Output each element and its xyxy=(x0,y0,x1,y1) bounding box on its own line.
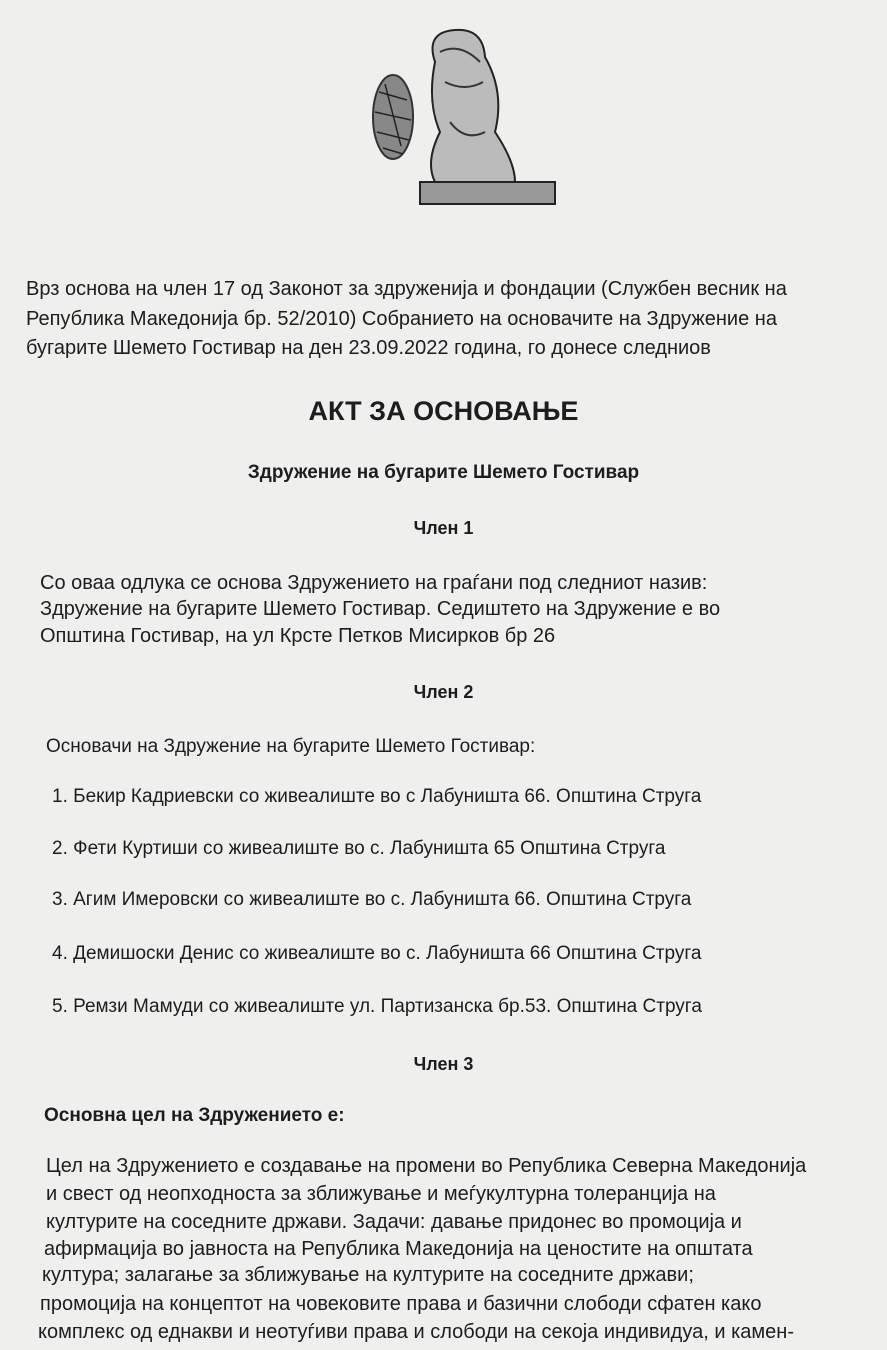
article-3-line: Цел на Здружението е создавање на промени во Република Северна Македонија xyxy=(46,1155,807,1177)
article-3-subheading: Основна цел на Здружението е: xyxy=(44,1105,345,1126)
article-2-heading: Член 2 xyxy=(413,682,474,702)
article-3-heading: Член 3 xyxy=(413,1054,474,1074)
article-1-heading: Член 1 xyxy=(413,518,474,538)
article-2-intro: Основачи на Здружение на бугарите Шемето Гостивар: xyxy=(46,736,536,757)
article-3-line: културите на соседните држави. Задачи: давање придонес во промоција и xyxy=(46,1211,742,1233)
intro-line: бугарите Шемето Гостивар на ден 23.09.2022 година, го донесе следниов xyxy=(26,337,711,359)
founder-item: 2. Фети Куртиши со живеалиште во с. Лабуништа 65 Општина Струга xyxy=(52,838,666,859)
founder-item: 3. Агим Имеровски со живеалиште во с. Лабуништа 66. Општина Струга xyxy=(52,889,692,910)
document-title: АКТ ЗА ОСНОВАЊЕ xyxy=(308,396,579,426)
intro-line: Врз основа на член 17 од Законот за здруженија и фондации (Службен весник на xyxy=(26,278,787,300)
lion-pinecone-emblem xyxy=(365,22,565,212)
founder-item: 4. Демишоски Денис со живеалиште во с. Лабуништа 66 Општина Струга xyxy=(52,943,702,964)
article-1-line: Општина Гостивар, на ул Крсте Петков Мисирков бр 26 xyxy=(40,625,556,647)
article-3-line: промоција на концептот на човековите права и базични слободи сфатен како xyxy=(40,1293,762,1315)
document-subtitle: Здружение на бугарите Шемето Гостивар xyxy=(247,462,640,483)
article-1-line: Со оваа одлука се основа Здружението на граѓани под следниот назив: xyxy=(40,572,708,594)
article-1-line: Здружение на бугарите Шемето Гостивар. Седиштето на Здружение е во xyxy=(40,598,721,620)
article-3-line: и свест од неопходноста за зближување и меѓукултурна толеранција на xyxy=(46,1183,716,1205)
founder-item: 5. Ремзи Мамуди со живеалиште ул. Партизанска бр.53. Општина Струга xyxy=(52,996,702,1017)
founder-item: 1. Бекир Кадриевски со живеалиште во с Лабуништа 66. Општина Струга xyxy=(52,786,702,807)
article-3-line: комплекс од еднакви и неотуѓиви права и слободи на секоја индивидуа, и камен- xyxy=(38,1321,794,1343)
article-3-line: афирмација во јавноста на Република Македонија на ценостите на општата xyxy=(44,1238,753,1260)
article-3-line: култура; залагање за зближување на културите на соседните држави; xyxy=(42,1264,694,1286)
intro-line: Република Македонија бр. 52/2010) Собранието на основачите на Здружение на xyxy=(26,308,777,330)
